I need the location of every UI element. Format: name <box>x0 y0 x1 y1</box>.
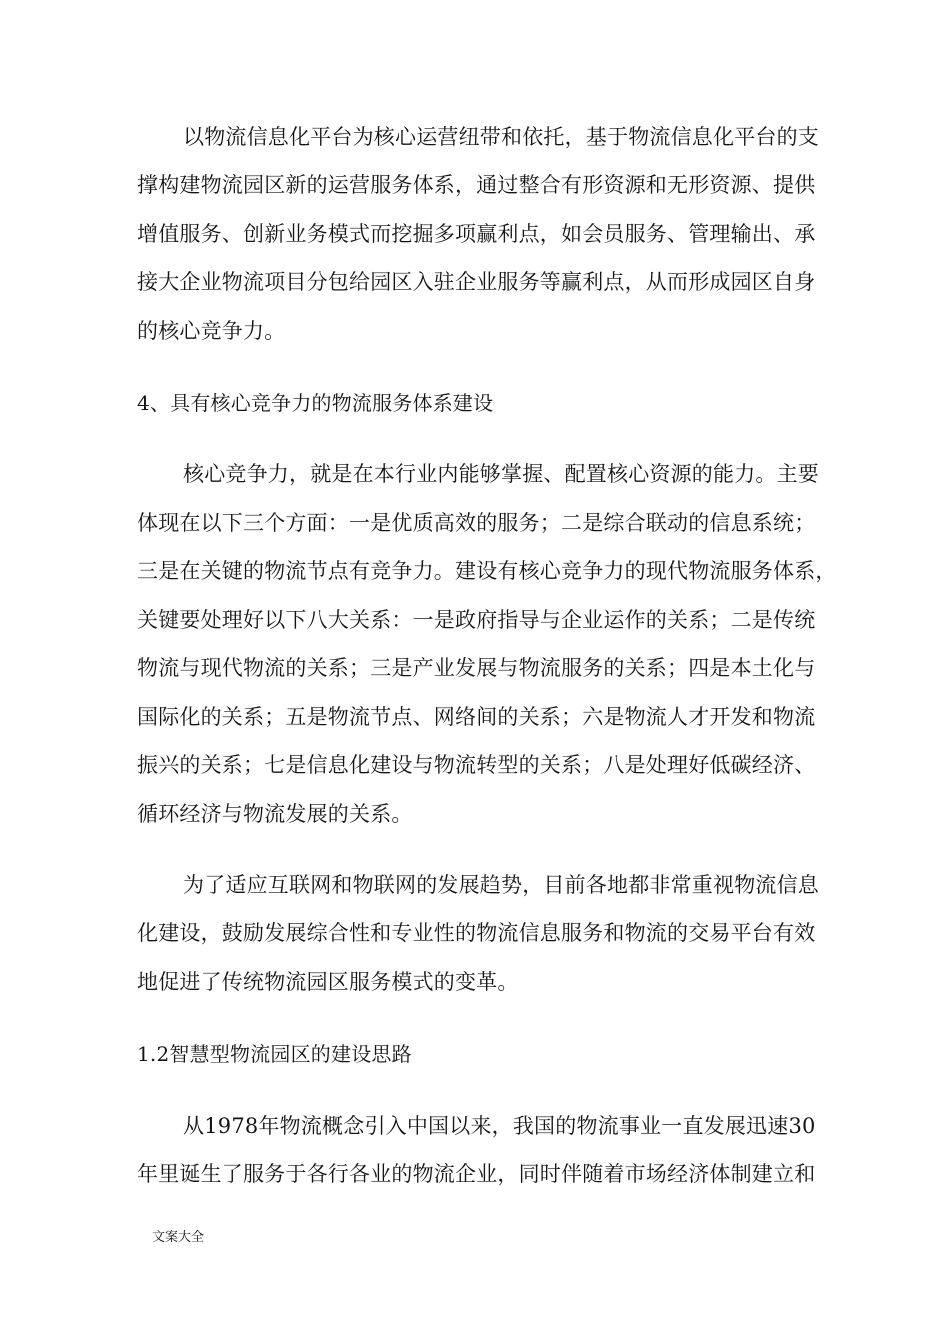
text-line: 地促进了传统物流园区服务模式的变革。 <box>137 970 519 994</box>
section-heading-4: 4、具有核心竞争力的物流服务体系建设 <box>137 391 494 415</box>
text-line: 物流与现代物流的关系；三是产业发展与物流服务的关系；四是本土化与 <box>137 656 816 680</box>
text-line: 三是在关键的物流节点有竞争力。建设有核心竞争力的现代物流服务体系， <box>137 559 837 583</box>
text-line: 国际化的关系；五是物流节点、网络间的关系；六是物流人才开发和物流 <box>137 705 816 729</box>
text-line: 体现在以下三个方面：一是优质高效的服务；二是综合联动的信息系统； <box>137 511 816 535</box>
text-line: 增值服务、创新业务模式而挖掘多项赢利点，如会员服务、管理输出、承 <box>137 222 816 246</box>
text-line: 核心竞争力，就是在本行业内能够掌握、配置核心资源的能力。主要 <box>183 462 819 486</box>
text-line: 接大企业物流项目分包给园区入驻企业服务等赢利点，从而形成园区自身 <box>137 270 816 294</box>
text-line: 年里诞生了服务于各行各业的物流企业，同时伴随着市场经济体制建立和 <box>137 1162 816 1186</box>
text-line: 为了适应互联网和物联网的发展趋势，目前各地都非常重视物流信息 <box>183 873 819 897</box>
text-line: 从1978年物流概念引入中国以来，我国的物流事业一直发展迅速30 <box>183 1114 816 1138</box>
page-footer: 文案大全 <box>152 1230 205 1245</box>
text-line: 关键要处理好以下八大关系：一是政府指导与企业运作的关系；二是传统 <box>137 608 816 632</box>
section-heading-1-2: 1.2智慧型物流园区的建设思路 <box>137 1042 412 1066</box>
text-line: 以物流信息化平台为核心运营纽带和依托，基于物流信息化平台的支 <box>183 125 819 149</box>
text-line: 的核心竞争力。 <box>137 319 286 343</box>
text-line: 循环经济与物流发展的关系。 <box>137 802 413 826</box>
text-line: 振兴的关系；七是信息化建设与物流转型的关系；八是处理好低碳经济、 <box>137 753 816 777</box>
text-line: 撑构建物流园区新的运营服务体系，通过整合有形资源和无形资源、提供 <box>137 173 816 197</box>
text-line: 化建设，鼓励发展综合性和专业性的物流信息服务和物流的交易平台有效 <box>137 921 816 945</box>
